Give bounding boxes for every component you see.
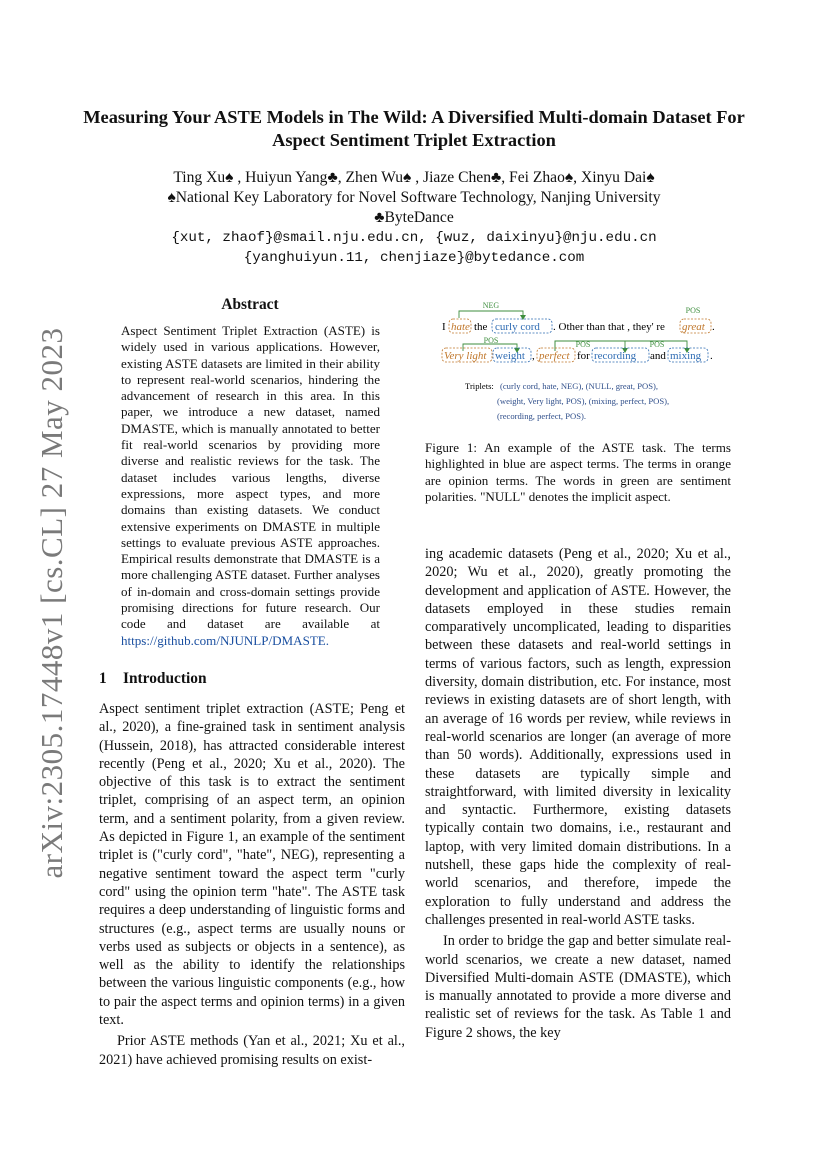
pos-label-mixing: POS [649, 340, 665, 349]
abstract-heading: Abstract [221, 296, 279, 313]
s1-period: . [712, 321, 715, 333]
right-column-body [425, 545, 731, 1042]
intro-paragraph-1: Aspect sentiment triplet extraction (ASTE; Peng et al., 2020), a fine-grained task in sentiment analysis (Hussein, 2018), has attracted considerable interest recently (Peng et al., 2020; Xu et al., 2020). The objective of this task is to extract the sentiment triplet, comprising of an aspect term, an opinion term, and a sentiment polarity, from a given review. As depicted in Figure 1, an example of the sentiment triplet is ("curly cord", "hate", NEG), representing a negative sentiment toward the aspect term "curly cord" using the opinion term "hate". The ASTE task requires a deep understanding of linguistic forms and structures (e.g., aspect terms are usually nouns or verbs used as subjects or objects in a sentence), as well as the ability to identify the relationships between the various linguistic components (e.g., how to pair the aspect terms and opinion terms) in a given text. [99, 701, 405, 1029]
figure-1 [425, 296, 731, 428]
pos-label-recording: POS [575, 340, 591, 349]
section-number: 1 [99, 670, 107, 687]
section-title: Introduction [123, 670, 207, 687]
affiliation-bytedance: ♣ByteDance [374, 209, 454, 226]
author-block [80, 168, 748, 268]
triplets-line-1: (curly cord, hate, NEG), (NULL, great, POS), [500, 381, 658, 391]
pos-label-weight: POS [483, 336, 499, 345]
figure-1-diagram [425, 296, 731, 428]
s1-aspect-curly-cord: curly cord [495, 321, 540, 333]
triplets-line-3: (recording, perfect, POS). [497, 411, 587, 421]
pos-label-great: POS [685, 306, 701, 315]
authors-line: Ting Xu♠ , Huiyun Yang♣, Zhen Wu♠ , Jiaze Chen♣, Fei Zhao♠, Xinyu Dai♠ [173, 169, 655, 186]
s1-opinion-hate: hate [451, 321, 470, 333]
right-paragraph-2: In order to bridge the gap and better simulate real-world scenarios, we create a new dataset, named Diversified Multi-domain ASTE (DMASTE), which is manually annotated to provide a more diverse and realistic set of reviews for the task. As Table 1 and Figure 2 shows, the key [425, 933, 731, 1041]
s2-period: . [710, 350, 713, 362]
section-heading-introduction [99, 670, 207, 688]
triplets-line-2: (weight, Very light, POS), (mixing, perfect, POS), [497, 396, 670, 406]
arxiv-side-stamp: arXiv:2305.17448v1 [cs.CL] 27 May 2023 [34, 327, 69, 879]
neg-arc [459, 311, 523, 318]
s2-aspect-recording: recording [594, 350, 637, 362]
s2-opinion-very-light: Very light [444, 350, 487, 362]
intro-paragraph-2: Prior ASTE methods (Yan et al., 2021; Xu et al., 2021) have achieved promising results on exist- [99, 1033, 405, 1068]
s2-word-and: and [650, 350, 666, 362]
email-line-1: {xut, zhaof}@smail.nju.edu.cn, {wuz, daixinyu}@nju.edu.cn [171, 230, 657, 246]
figure-1-caption: Figure 1: An example of the ASTE task. The terms highlighted in blue are aspect terms. The terms in orange are opinion terms. The words in green are sentiment polarities. "NULL" denotes the implicit aspect. [425, 440, 731, 504]
left-column-body [99, 700, 405, 1069]
s2-aspect-mixing: mixing [670, 350, 702, 362]
triplets-label: Triplets: [465, 381, 494, 391]
s2-opinion-perfect: perfect [539, 350, 570, 362]
s1-word-i: I [442, 321, 446, 333]
abstract-code-link[interactable]: https://github.com/NJUNLP/DMASTE. [121, 632, 330, 648]
s1-word-the: the [474, 321, 488, 333]
email-line-2: {yanghuiyun.11, chenjiaze}@bytedance.com [243, 250, 585, 266]
abstract-text: Aspect Sentiment Triplet Extraction (ASTE) is widely used in various applications. However, existing ASTE datasets are limited in their ability to represent real-world scenarios, hindering the advancement of research in this area. In this paper, we introduce a new dataset, named DMASTE, which is manually annotated to better fit real-world scenarios by providing more diverse and realistic reviews for the task. The dataset includes various lengths, diverse expressions, more aspect types, and more domains than existing datasets. We conduct extensive experiments on DMASTE in multiple settings to evaluate previous ASTE approaches. Empirical results demonstrate that DMASTE is a more challenging ASTE dataset. Further analyses of in-domain and cross-domain settings provide promising directions for future research. Our code and dataset are available at [121, 323, 380, 632]
paper-title: Measuring Your ASTE Models in The Wild: A Diversified Multi-domain Dataset For Aspect Sentiment Triplet Extraction [83, 107, 745, 150]
s2-comma: , [532, 350, 535, 362]
neg-label: NEG [482, 301, 500, 310]
s1-opinion-great: great [682, 321, 705, 333]
s1-words-middle: . Other than that , they' re [553, 321, 665, 333]
s2-word-for: for [577, 350, 590, 362]
abstract-body [121, 323, 380, 649]
right-paragraph-1: ing academic datasets (Peng et al., 2020; Xu et al., 2020; Wu et al., 2020), greatly promoting the development and application of ASTE. However, the datasets employed in these studies remain comparatively uncomplicated, leading to disparities between these datasets and real-world settings in terms of various factors, such as length, expression diversity, domain distribution, etc. For instance, most reviews in existing datasets are of short length, with an average of 16 words per review, while reviews in real-world scenarios are longer (an average of more than 50 words). Additionally, expressions used in these datasets are typically simple and straightforward, with limited diversity in lexicality and syntactic. Furthermore, existing datasets typically contain two domains, i.e., restaurant and laptop, with very limited domain distributions. In a nutshell, these gaps hide the complexity of real-world scenarios, and therefore, impede the exploration to fully understand and address the challenges presented in real-world ASTE tasks. [425, 546, 731, 928]
s2-aspect-weight: weight [495, 350, 525, 362]
affiliation-nju: ♠National Key Laboratory for Novel Software Technology, Nanjing University [167, 189, 661, 206]
